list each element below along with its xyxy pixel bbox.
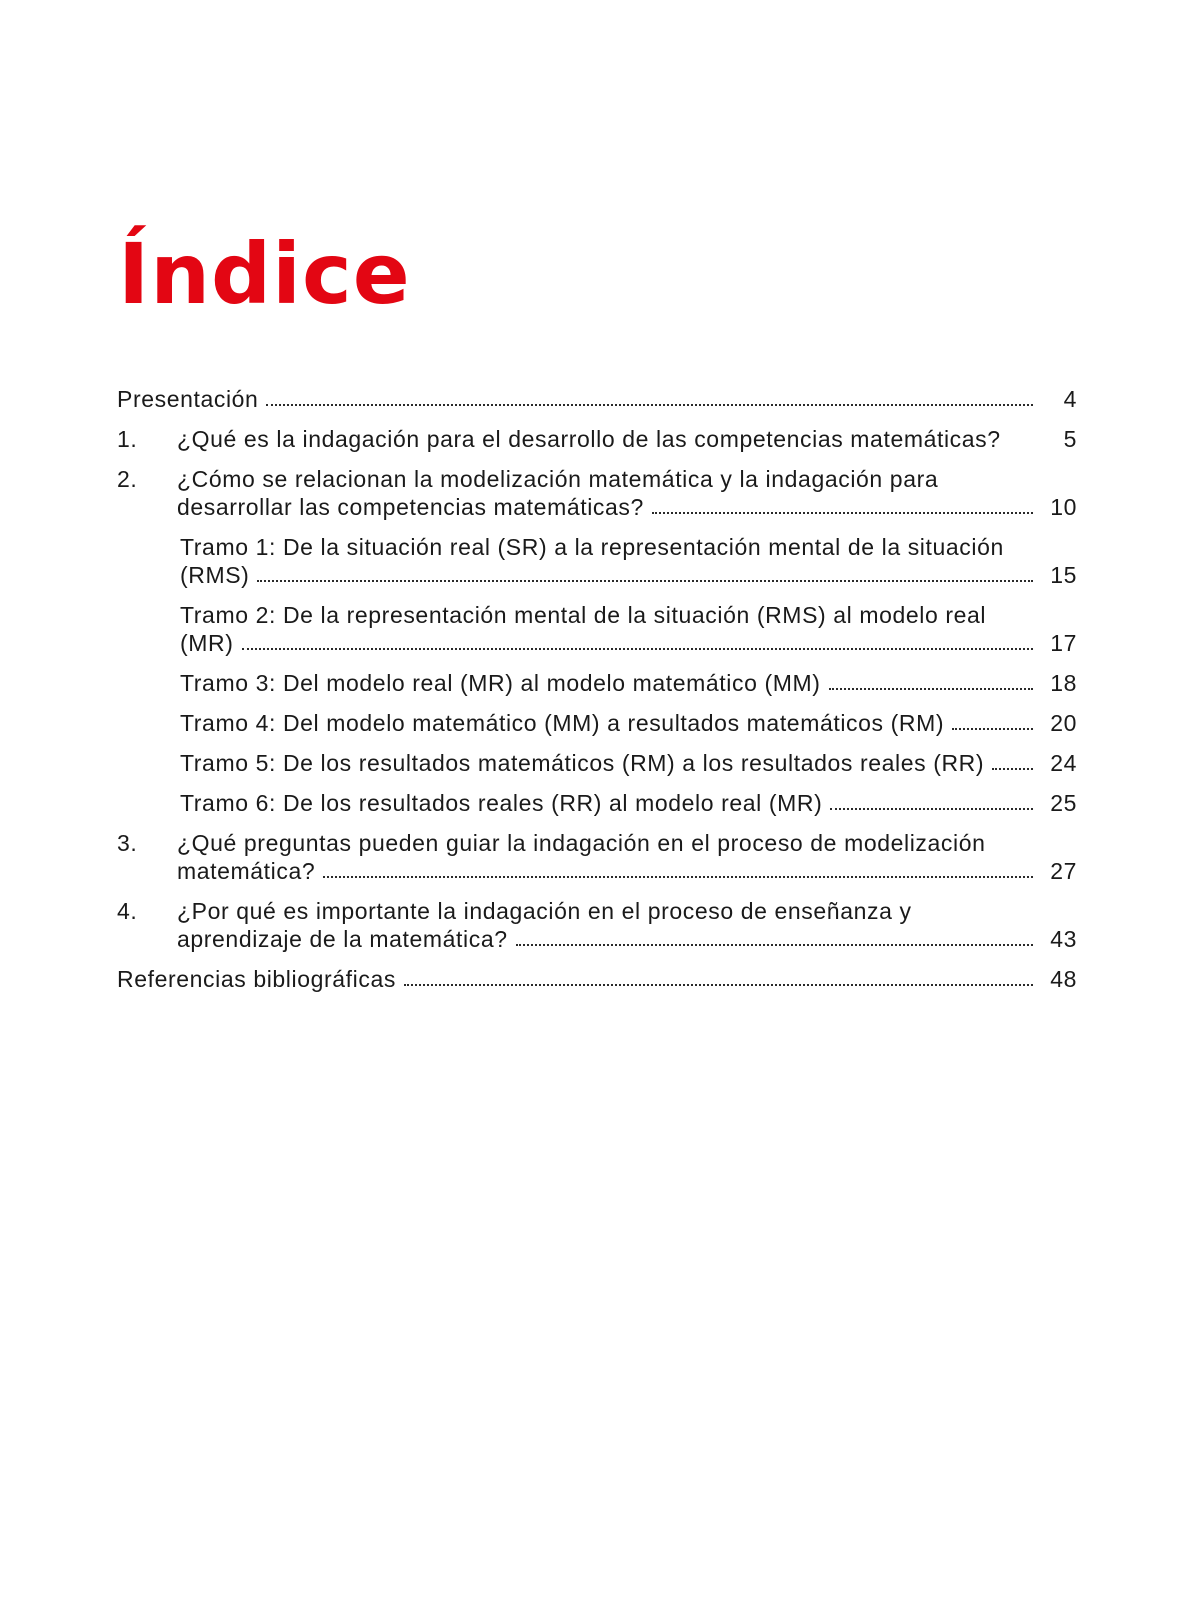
toc-entry-label: Referencias bibliográficas: [117, 966, 396, 992]
toc-entry-label: Presentación: [117, 386, 259, 412]
toc-entry-section-3[interactable]: [117, 829, 1077, 885]
toc-page-number: 43: [1050, 926, 1077, 952]
toc-entry-tramo-2[interactable]: [117, 601, 1077, 657]
toc-entry-section-2[interactable]: [117, 465, 1077, 521]
toc-entry-tramo-4[interactable]: [117, 709, 1077, 737]
toc-section-number: 2.: [117, 466, 138, 492]
toc-page-number: 10: [1050, 494, 1077, 520]
toc-entry-tramo-5[interactable]: [117, 749, 1077, 777]
toc-entry-section-1[interactable]: [117, 425, 1077, 453]
toc-entry-presentacion[interactable]: [117, 385, 1077, 413]
toc-entry-label-line-2: aprendizaje de la matemática?: [177, 926, 508, 952]
toc-entry-label-line-1: Tramo 1: De la situación real (SR) a la representación mental de la situación: [180, 534, 1004, 560]
toc-section-number: 4.: [117, 898, 138, 924]
toc-entry-label: ¿Qué es la indagación para el desarrollo de las competencias matemáticas?: [177, 426, 1001, 452]
toc-entry-label: Tramo 4: Del modelo matemático (MM) a resultados matemáticos (RM): [180, 710, 945, 736]
toc-entry-label-line-2: (MR): [180, 630, 234, 656]
dot-leader: [516, 944, 1033, 946]
dot-leader: [242, 648, 1034, 650]
dot-leader: [952, 728, 1033, 730]
toc-section-number: 3.: [117, 830, 138, 856]
toc-entry-label: Tramo 3: Del modelo real (MR) al modelo matemático (MM): [180, 670, 821, 696]
toc-entry-label-line-1: ¿Qué preguntas pueden guiar la indagación en el proceso de modelización: [177, 830, 986, 856]
toc-entry-label-line-1: Tramo 2: De la representación mental de la situación (RMS) al modelo real: [180, 602, 987, 628]
dot-leader: [404, 984, 1033, 986]
toc-page-number: 18: [1050, 670, 1077, 696]
dot-leader: [830, 808, 1033, 810]
toc-page-number: 20: [1050, 710, 1077, 736]
page-title: Índice: [118, 225, 411, 323]
toc-entry-label-line-2: desarrollar las competencias matemáticas?: [177, 494, 644, 520]
toc-entry-label-line-2: (RMS): [180, 562, 250, 588]
toc-page-number: 27: [1050, 858, 1077, 884]
toc-entry-label: Tramo 5: De los resultados matemáticos (RM) a los resultados reales (RR): [180, 750, 985, 776]
toc-page-number: 17: [1050, 630, 1077, 656]
toc-entry-tramo-6[interactable]: [117, 789, 1077, 817]
toc-entry-section-4[interactable]: [117, 897, 1077, 953]
dot-leader: [652, 512, 1033, 514]
toc-page-number: 24: [1050, 750, 1077, 776]
toc-entry-label-line-2: matemática?: [177, 858, 316, 884]
toc-page-number: 15: [1050, 562, 1077, 588]
toc-entry-tramo-1[interactable]: [117, 533, 1077, 589]
dot-leader: [992, 768, 1033, 770]
toc-page-number: 4: [1063, 386, 1077, 412]
toc-page-number: 5: [1063, 426, 1077, 452]
dot-leader: [829, 688, 1033, 690]
toc-entry-label-line-1: ¿Por qué es importante la indagación en el proceso de enseñanza y: [177, 898, 912, 924]
toc-section-number: 1.: [117, 426, 138, 452]
table-of-contents: [117, 385, 1077, 993]
toc-page-number: 25: [1050, 790, 1077, 816]
dot-leader: [266, 404, 1033, 406]
dot-leader: [257, 580, 1033, 582]
toc-entry-referencias[interactable]: [117, 965, 1077, 993]
dot-leader: [323, 876, 1033, 878]
toc-entry-label: Tramo 6: De los resultados reales (RR) al modelo real (MR): [180, 790, 823, 816]
toc-entry-label-line-1: ¿Cómo se relacionan la modelización matemática y la indagación para: [177, 466, 939, 492]
toc-page-number: 48: [1050, 966, 1077, 992]
toc-entry-tramo-3[interactable]: [117, 669, 1077, 697]
